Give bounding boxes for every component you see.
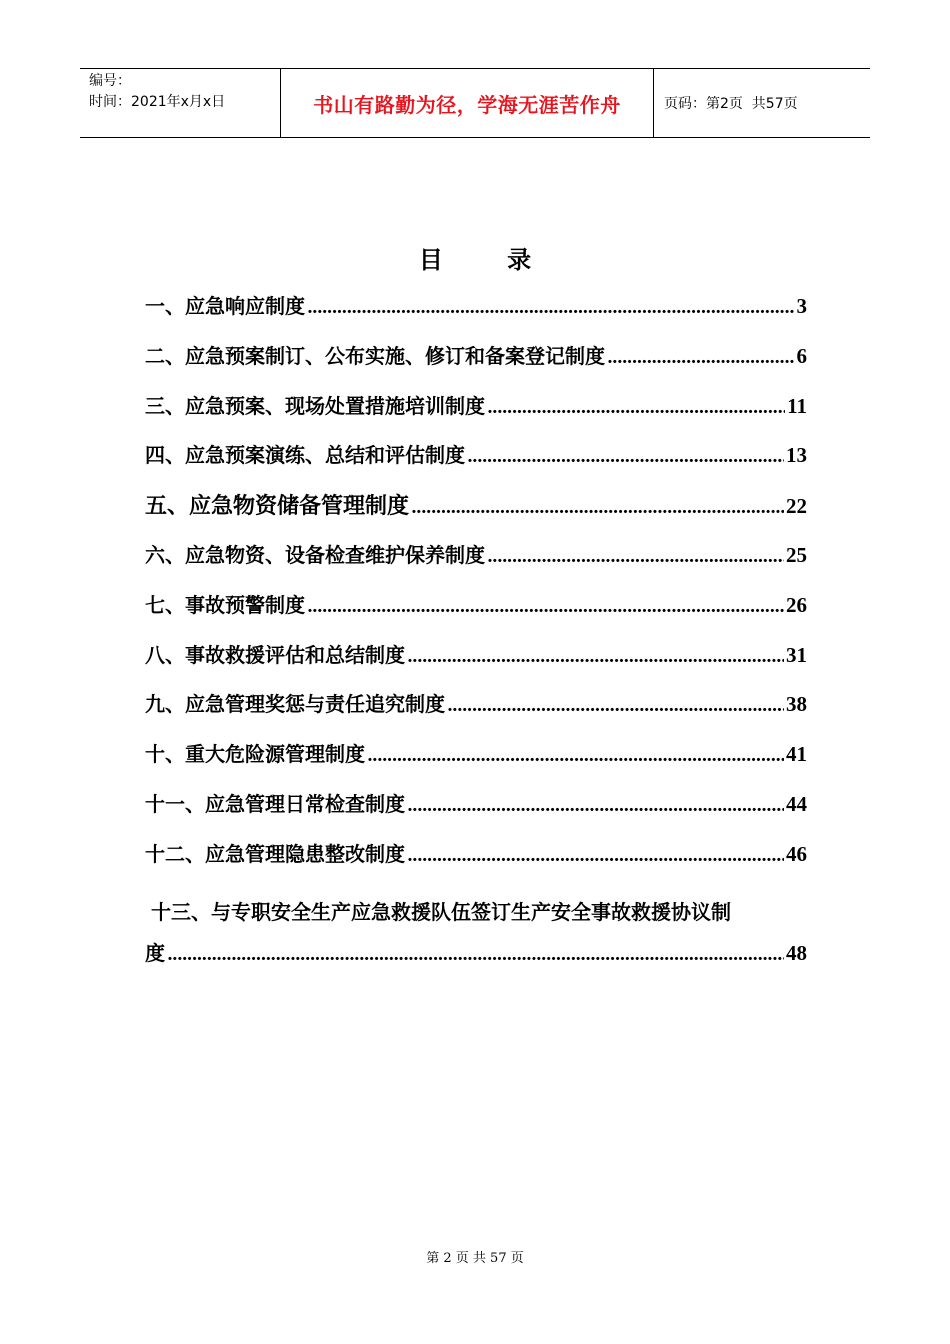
toc-entry-label: 度 [145, 941, 165, 966]
toc-entry-label: 十、重大危险源管理制度 [145, 742, 365, 767]
toc-entry[interactable] [145, 290, 807, 340]
toc-leader-dots [487, 398, 785, 418]
page-header [80, 68, 870, 138]
toc-leader-dots [167, 945, 784, 965]
header-page-info [654, 69, 870, 137]
toc-entry-label: 一、应急响应制度 [145, 294, 305, 318]
toc-entry-label: 八、事故救援评估和总结制度 [145, 642, 405, 667]
toc-entry-page: 26 [786, 592, 807, 617]
toc-entry-page: 31 [786, 642, 807, 667]
header-meta [80, 69, 281, 137]
toc-entry-page: 22 [786, 494, 807, 519]
toc-entry[interactable] [145, 788, 807, 838]
toc-entry-label: 六、应急物资、设备检查维护保养制度 [145, 542, 485, 567]
toc-entry-wrapped-line[interactable]: 十三、与专职安全生产应急救援队伍签订生产安全事故救援协议制 [151, 899, 731, 924]
toc-entry-page: 38 [786, 692, 807, 717]
toc-leader-dots [407, 647, 784, 667]
header-page-label: 页码：第2页 共57页 [664, 96, 798, 112]
toc-entry-page: 3 [796, 294, 807, 318]
toc-entry[interactable] [145, 838, 807, 888]
toc-entry-page: 11 [787, 393, 807, 418]
toc-entry[interactable] [145, 589, 807, 639]
header-number-label: 编号： [89, 73, 131, 89]
toc-leader-dots [447, 696, 784, 716]
toc-entry-label: 十二、应急管理隐患整改制度 [145, 841, 405, 866]
toc-leader-dots [411, 498, 784, 518]
toc-entry-label: 十一、应急管理日常检查制度 [145, 791, 405, 816]
table-of-contents [145, 290, 807, 987]
toc-entry[interactable] [145, 639, 807, 689]
toc-entry[interactable] [145, 489, 807, 539]
toc-leader-dots [367, 746, 784, 766]
toc-entry-page: 46 [786, 841, 807, 866]
toc-entry[interactable] [145, 390, 807, 440]
toc-entry-label: 七、事故预警制度 [145, 592, 305, 617]
toc-entry-page: 6 [796, 343, 807, 368]
toc-leader-dots [467, 447, 784, 467]
toc-entry-label: 四、应急预案演练、总结和评估制度 [145, 443, 465, 468]
toc-leader-dots [407, 846, 784, 866]
toc-entry-page: 48 [786, 941, 807, 966]
toc-leader-dots [607, 348, 795, 368]
toc-leader-dots [487, 547, 784, 567]
toc-leader-dots [307, 298, 795, 318]
toc-entry[interactable] [145, 340, 807, 390]
toc-entry-label: 二、应急预案制订、公布实施、修订和备案登记制度 [145, 343, 605, 368]
header-motto: 书山有路勤为径，学海无涯苦作舟 [281, 69, 654, 137]
page-footer: 第 2 页 共 57 页 [426, 1251, 524, 1266]
toc-entry-page: 44 [786, 791, 807, 816]
toc-entry-label: 五、应急物资储备管理制度 [145, 494, 410, 520]
toc-leader-dots [407, 796, 784, 816]
toc-entry-page: 13 [786, 443, 807, 468]
toc-entry[interactable] [145, 539, 807, 589]
toc-entry[interactable] [145, 738, 807, 788]
toc-title: 目 录 [418, 246, 560, 274]
toc-entry-label: 九、应急管理奖惩与责任追究制度 [145, 692, 445, 717]
toc-entry-page: 25 [786, 542, 807, 567]
toc-entry-label: 三、应急预案、现场处置措施培训制度 [145, 393, 485, 418]
toc-entry-page: 41 [786, 742, 807, 767]
toc-entry[interactable] [145, 439, 807, 489]
toc-entry[interactable] [145, 688, 807, 738]
header-time-label: 时间：2021年x月x日 [89, 94, 226, 110]
toc-leader-dots [307, 597, 784, 617]
toc-entry[interactable] [145, 937, 807, 987]
